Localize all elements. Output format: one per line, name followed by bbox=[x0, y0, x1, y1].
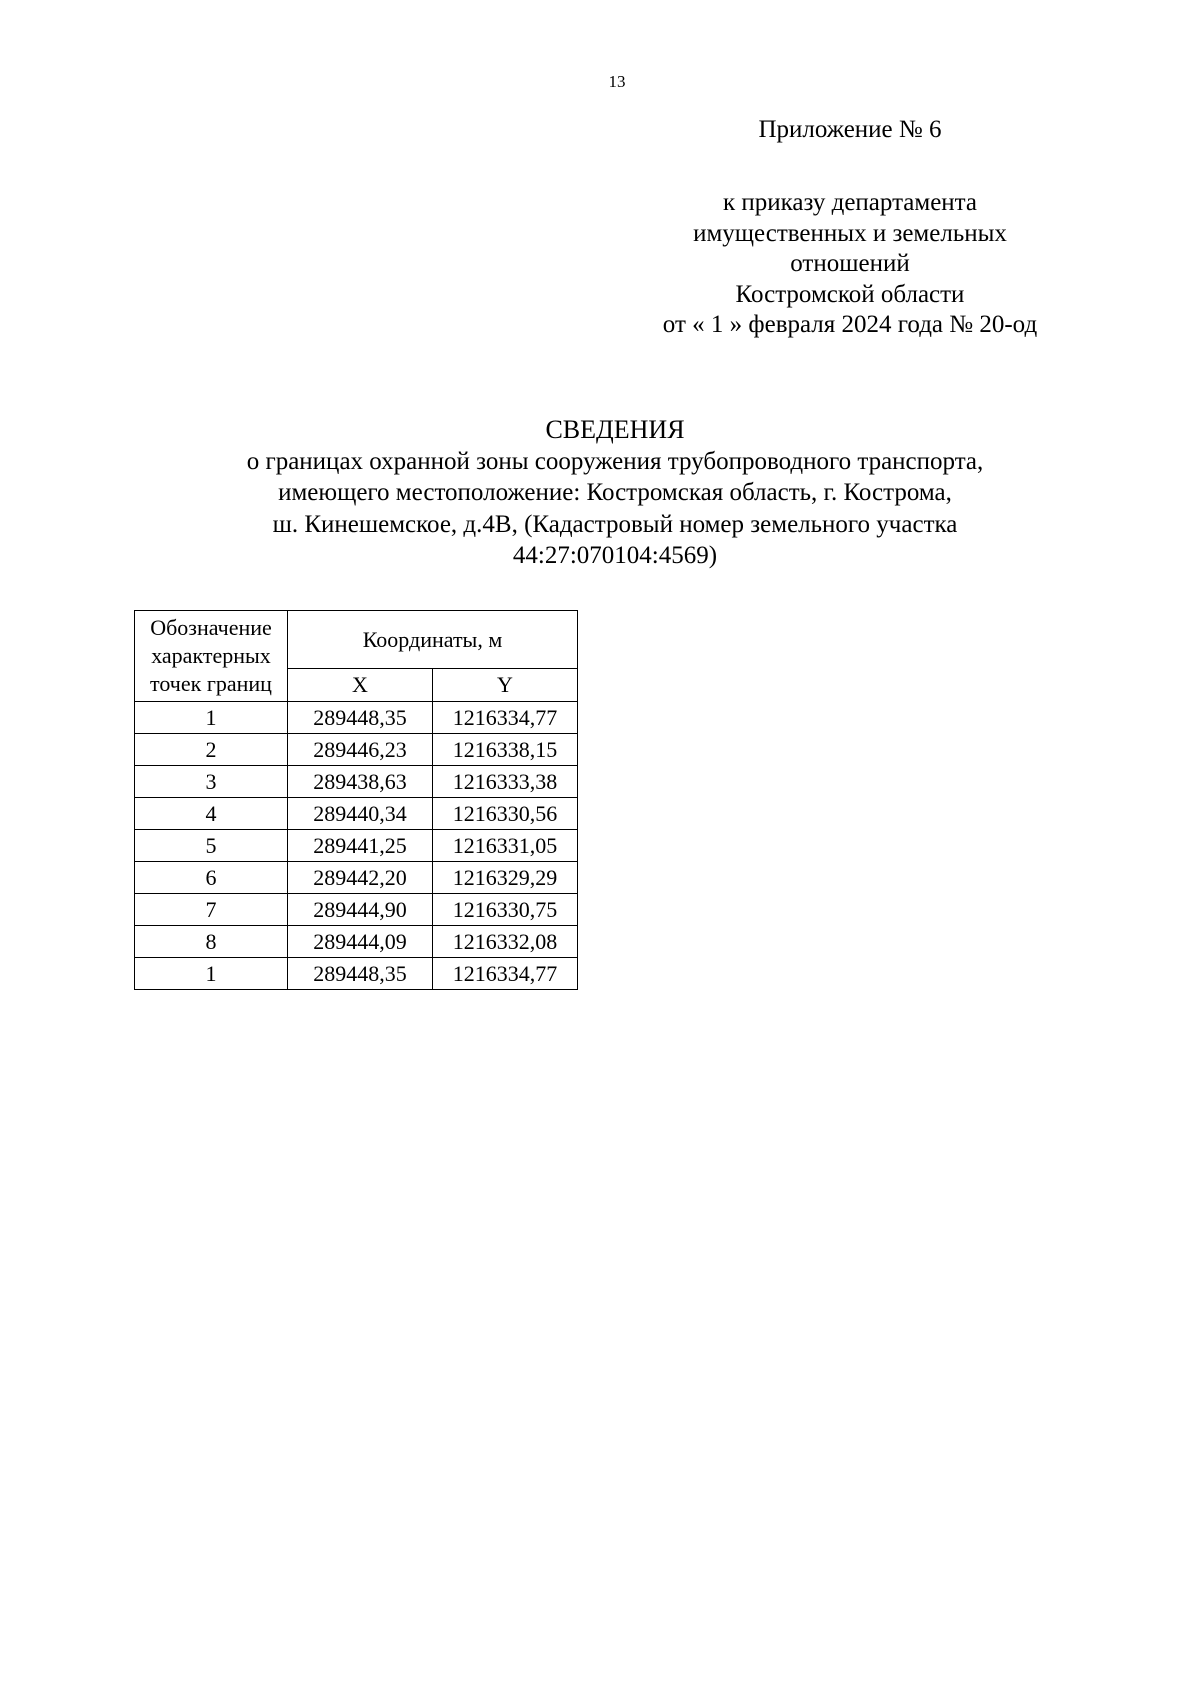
table-row bbox=[135, 862, 578, 894]
y-cell: 1216330,75 bbox=[433, 894, 578, 926]
table-row bbox=[135, 926, 578, 958]
table-row bbox=[135, 766, 578, 798]
order-reference bbox=[620, 188, 1080, 341]
table-row bbox=[135, 894, 578, 926]
point-cell: 7 bbox=[135, 894, 288, 926]
point-cell: 4 bbox=[135, 798, 288, 830]
x-cell: 289446,23 bbox=[288, 734, 433, 766]
x-cell: 289442,20 bbox=[288, 862, 433, 894]
header-coordinates: Координаты, м bbox=[288, 611, 578, 669]
point-cell: 2 bbox=[135, 734, 288, 766]
y-cell: 1216330,56 bbox=[433, 798, 578, 830]
appendix-title: Приложение № 6 bbox=[758, 116, 942, 143]
y-cell: 1216332,08 bbox=[433, 926, 578, 958]
order-reference-line: имущественных и земельных bbox=[693, 219, 1007, 247]
y-cell: 1216334,77 bbox=[433, 958, 578, 990]
x-cell: 289438,63 bbox=[288, 766, 433, 798]
page-number: 13 bbox=[608, 72, 626, 91]
coordinates-table bbox=[134, 610, 578, 990]
x-cell: 289440,34 bbox=[288, 798, 433, 830]
y-cell: 1216338,15 bbox=[433, 734, 578, 766]
point-cell: 1 bbox=[135, 958, 288, 990]
header-y: Y bbox=[433, 668, 578, 701]
point-cell: 6 bbox=[135, 862, 288, 894]
order-reference-line: к приказу департамента bbox=[722, 189, 978, 216]
document-heading bbox=[0, 414, 1200, 572]
x-cell: 289448,35 bbox=[288, 702, 433, 734]
document-subtitle-line: о границах охранной зоны сооружения трубопроводного транспорта, bbox=[246, 447, 984, 475]
document-title: СВЕДЕНИЯ bbox=[545, 415, 685, 444]
header-point-line: Обозначение bbox=[150, 615, 272, 640]
table-row bbox=[135, 798, 578, 830]
y-cell: 1216333,38 bbox=[433, 766, 578, 798]
x-cell: 289441,25 bbox=[288, 830, 433, 862]
header-point-line: точек границ bbox=[150, 671, 272, 696]
point-cell: 8 bbox=[135, 926, 288, 958]
y-cell: 1216329,29 bbox=[433, 862, 578, 894]
table-row bbox=[135, 734, 578, 766]
table-row bbox=[135, 958, 578, 990]
x-cell: 289444,90 bbox=[288, 894, 433, 926]
y-cell: 1216334,77 bbox=[433, 702, 578, 734]
order-reference-line: от « 1 » февраля 2024 года № 20-од bbox=[662, 311, 1038, 338]
table-row bbox=[135, 830, 578, 862]
header-x: X bbox=[288, 668, 433, 701]
point-cell: 5 bbox=[135, 830, 288, 862]
order-reference-line: Костромской области bbox=[735, 280, 965, 308]
document-subtitle-line: ш. Кинешемское, д.4В, (Кадастровый номер земельного участка bbox=[272, 510, 958, 538]
order-reference-line: отношений bbox=[790, 250, 910, 277]
document-subtitle-line: имеющего местоположение: Костромская область, г. Кострома, bbox=[278, 479, 952, 506]
document-subtitle-line: 44:27:070104:4569) bbox=[512, 542, 718, 569]
point-cell: 1 bbox=[135, 702, 288, 734]
table-row bbox=[135, 702, 578, 734]
header-point-designation bbox=[135, 611, 288, 702]
header-point-line: характерных bbox=[151, 643, 271, 668]
y-cell: 1216331,05 bbox=[433, 830, 578, 862]
point-cell: 3 bbox=[135, 766, 288, 798]
x-cell: 289444,09 bbox=[288, 926, 433, 958]
x-cell: 289448,35 bbox=[288, 958, 433, 990]
